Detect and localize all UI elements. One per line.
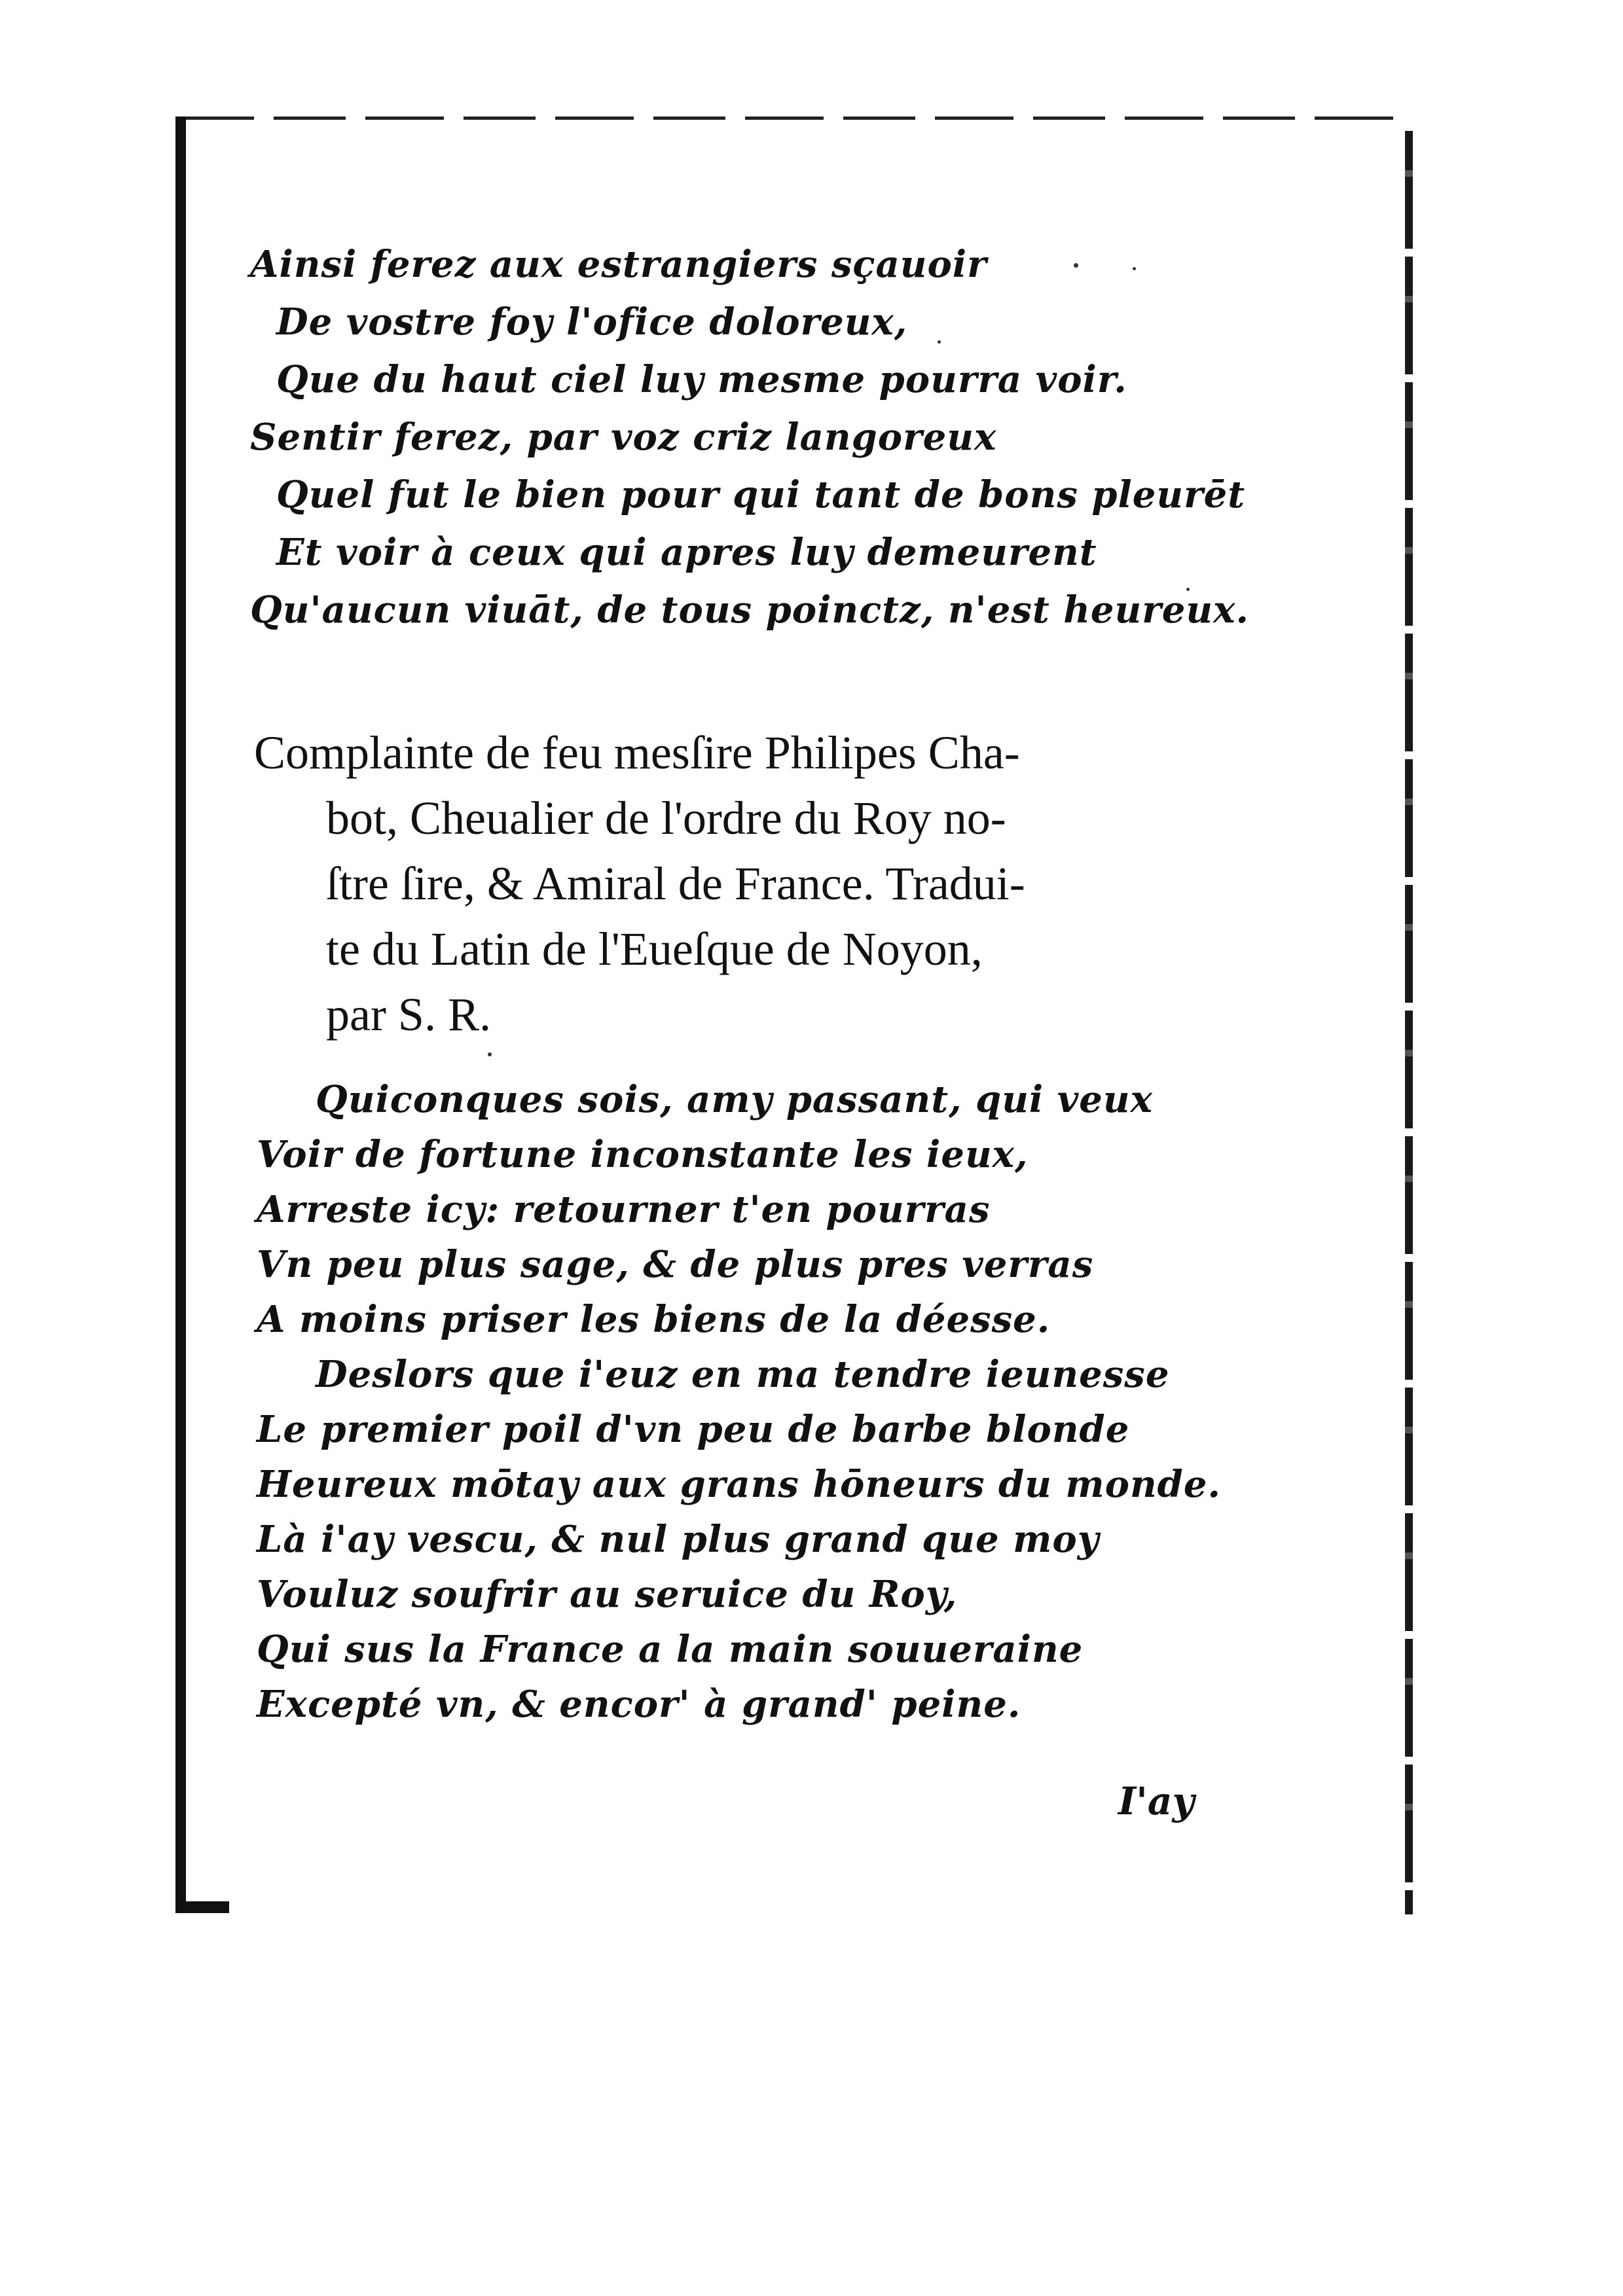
page-border-top <box>175 117 1413 120</box>
page-border-left-foot <box>175 1901 229 1913</box>
verse-line: Ainsi ferez aux estrangiers sçauoir <box>250 243 987 286</box>
verse-line: Excepté vn, & encor' à grand' peine. <box>257 1683 1021 1726</box>
heading-line: bot, Cheualier de l'ordre du Roy no- <box>326 792 1006 844</box>
verse-line: Le premier poil d'vn peu de barbe blonde <box>257 1408 1130 1451</box>
scan-speck <box>488 1052 492 1056</box>
verse-line: Quiconques sois, amy passant, qui veux <box>316 1078 1153 1121</box>
verse-line: Arreste icy: retourner t'en pourras <box>257 1188 991 1231</box>
verse-line: Et voir à ceux qui apres luy demeurent <box>276 531 1097 574</box>
verse-line: Que du haut ciel luy mesme pourra voir. <box>276 358 1127 401</box>
heading-line: te du Latin de l'Eueſque de Noyon, <box>326 923 983 975</box>
verse-line: Vouluz soufrir au seruice du Roy, <box>257 1573 958 1616</box>
heading-line: Complainte de feu mesſire Philipes Cha- <box>254 726 1020 779</box>
verse-line: Qui sus la France a la main souueraine <box>257 1628 1084 1671</box>
verse-line: Vn peu plus sage, & de plus pres verras <box>257 1243 1094 1286</box>
page-border-right <box>1405 131 1413 1914</box>
verse-line: Quel fut le bien pour qui tant de bons pleurēt <box>276 473 1246 516</box>
stanza-one <box>250 236 1249 639</box>
verse-line: Heureux mōtay aux grans hōneurs du monde. <box>257 1463 1221 1506</box>
verse-line: Qu'aucun viuāt, de tous poinctz, n'est heureux. <box>250 588 1249 632</box>
page-border-left <box>175 117 186 1913</box>
catchword: I'ay <box>1118 1779 1195 1823</box>
verse-line: Voir de fortune inconstante les ieux, <box>257 1133 1029 1176</box>
heading-line: ſtre ſire, & Amiral de France. Tradui- <box>326 857 1025 910</box>
heading-line: par S. R. <box>326 988 491 1041</box>
verse-line: Deslors que i'euz en ma tendre ieunesse <box>316 1353 1170 1396</box>
verse-line: Sentir ferez, par voz criz langoreux <box>250 416 997 459</box>
poem-heading <box>254 720 1025 1047</box>
stanza-two <box>257 1072 1221 1732</box>
verse-line: A moins priser les biens de la déesse. <box>257 1298 1051 1341</box>
verse-line: Là i'ay vescu, & nul plus grand que moy <box>257 1518 1100 1561</box>
verse-line: De vostre foy l'ofice doloreux, <box>276 300 908 344</box>
